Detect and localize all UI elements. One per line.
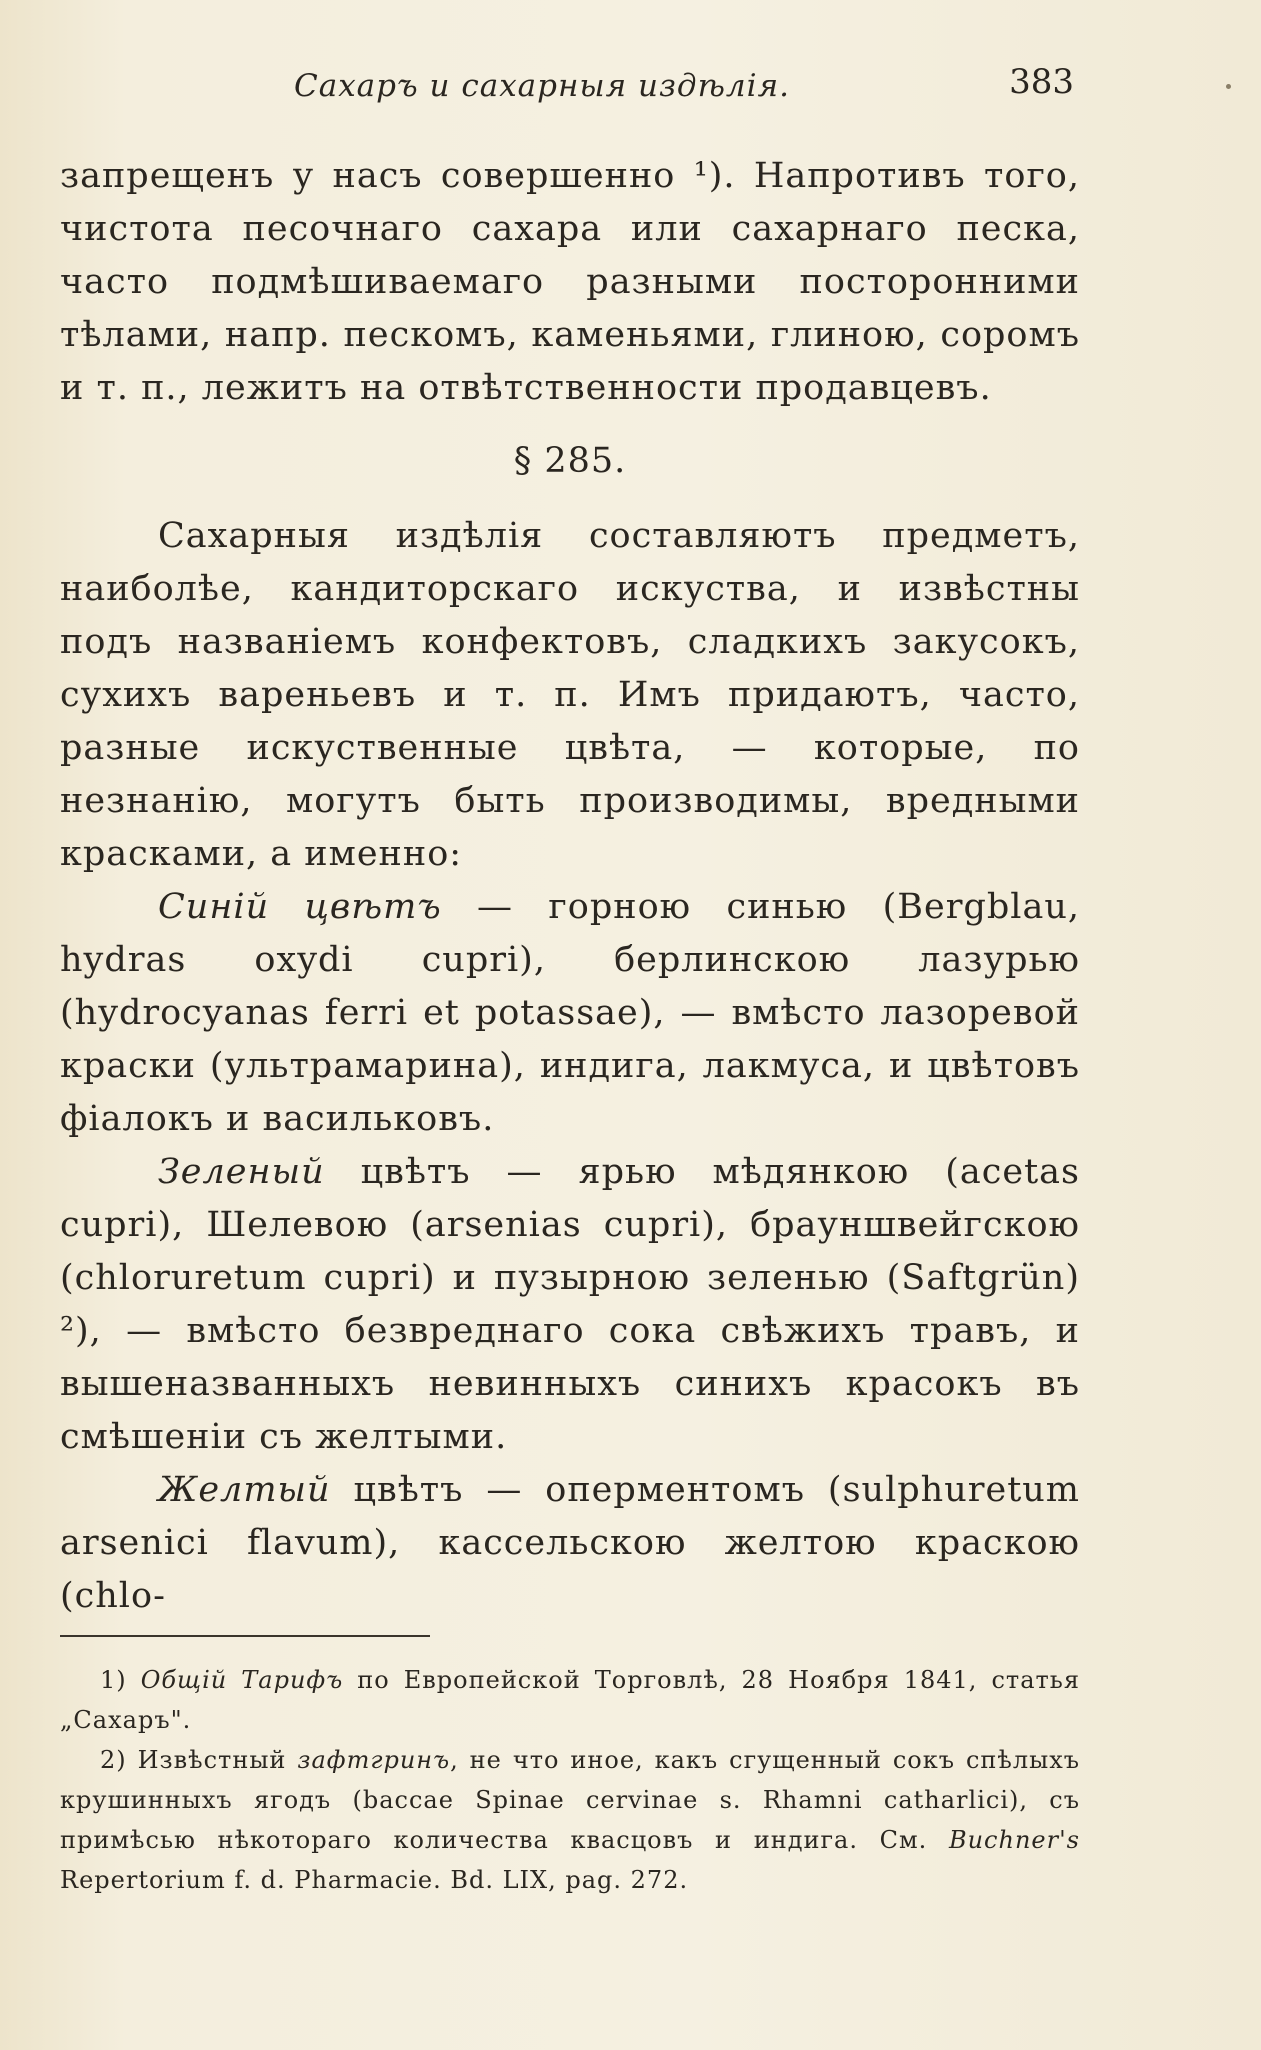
footnote-2-marker: 2) [100, 1746, 127, 1774]
text-blue: — горною синью (Bergblau, hydras oxydi cupri), берлинскою лазурью (hydrocyanas ferri et potassae), — вмѣсто лазоревой краски (ультрамарина), индига, лакмуса, и цвѣтовъ фіалокъ и васильковъ. [60, 887, 1081, 1139]
paragraph-continuation: запрещенъ у насъ совершенно ¹). Напротивъ того, чистота песочнаго сахара или сахарнаго песка, часто подмѣшиваемаго разными посторонними тѣлами, напр. пескомъ, каменьями, глиною, соромъ и т. п., лежитъ на отвѣтственности продавцевъ. [60, 156, 1080, 408]
paragraph-yellow [60, 1464, 1080, 1623]
footnote-2-tail: Repertorium f. d. Pharmacie. Bd. LIX, pag. 272. [60, 1866, 689, 1894]
paragraph-green [60, 1146, 1080, 1464]
footnote-2-text: , не что иное, какъ сгущенный сокъ спѣлыхъ крушинныхъ ягодъ (baccae Spinae cervinae s. Rhamni catharlici), съ примѣсью нѣкотораго количества квасцовъ и индига. См. [60, 1746, 1081, 1854]
page-header [60, 64, 1080, 114]
paragraph-blue [60, 881, 1080, 1146]
footnote-2 [60, 1740, 1080, 1900]
footnote-2-term: зафтгринъ [297, 1746, 451, 1774]
footnote-1-title: Общій Тарифъ [140, 1666, 344, 1694]
page-number: 383 [1009, 62, 1074, 102]
footnote-divider [60, 1635, 430, 1637]
paragraph-intro: Сахарныя издѣлія составляютъ предметъ, наиболѣе, кандиторскаго искуства, и извѣстны подъ названіемъ конфектовъ, сладкихъ закусокъ, сухихъ вареньевъ и т. п. Имъ придаютъ, часто, разные искуственные цвѣта, — которые, по незнанію, могутъ быть производимы, вредными красками, а именно: [60, 516, 1080, 874]
term-yellow: Желтый [158, 1470, 331, 1510]
text-green: цвѣтъ — ярью мѣдянкою (acetas cupri), Шелевою (arsenias cupri), брауншвейгскою (chloruretum cupri) и пузырною зеленью (Saftgrün) ²), — вмѣсто безвреднаго сока свѣжихъ травъ, и вышеназванныхъ невинныхъ синихъ красокъ въ смѣшеніи съ желтыми. [60, 1152, 1080, 1457]
footnote-2-author: Buchner's [948, 1826, 1080, 1854]
text-yellow: цвѣтъ — опермeнтомъ (sulphuretum arsenici flavum), кассельскою желтою краскою (chlo- [60, 1470, 1080, 1616]
term-blue: Синій цвѣтъ [158, 887, 442, 927]
footnote-1-marker: 1) [100, 1666, 127, 1694]
footnote-1-text: по Европейской Торговлѣ, 28 Ноября 1841, статья „Сахаръ". [60, 1666, 1080, 1734]
footnote-1 [60, 1660, 1080, 1740]
footnote-2-prefix: Извѣстный [137, 1746, 298, 1774]
main-text [60, 150, 1080, 1623]
running-title: Сахаръ и сахарныя издѣлія. [294, 68, 790, 104]
paper-spot [1226, 84, 1231, 89]
footnotes [60, 1660, 1080, 1900]
section-number: § 285. [513, 441, 627, 481]
term-green: Зеленый [158, 1152, 325, 1192]
